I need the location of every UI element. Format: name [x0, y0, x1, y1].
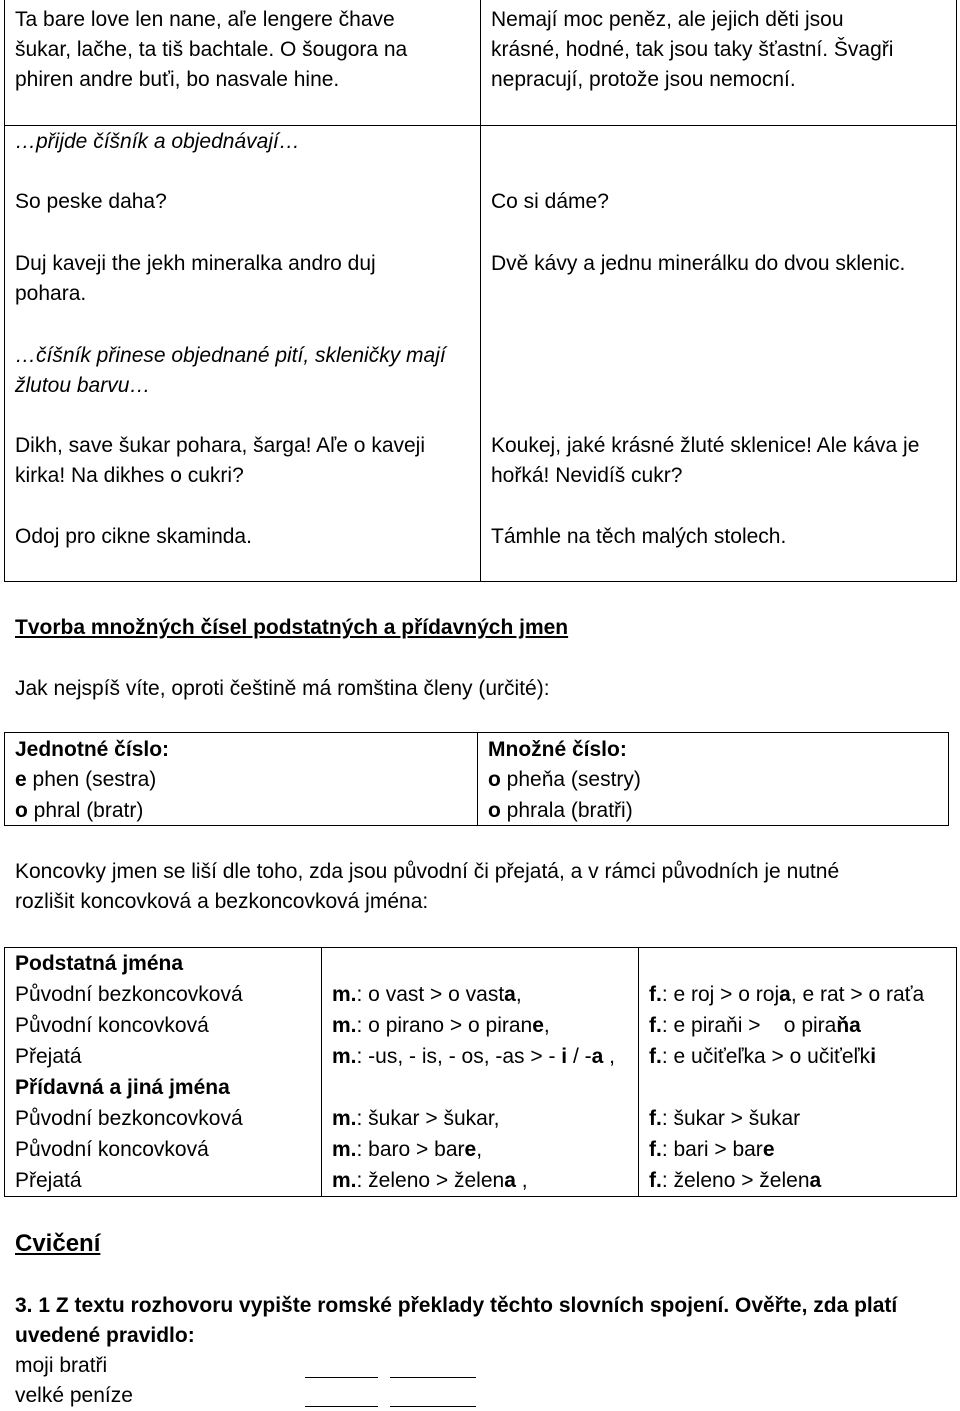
plural-header: Množné číslo: [488, 738, 627, 761]
dialogue-czech-5: Támhle na těch malých stolech. [491, 525, 787, 548]
noun-masc-original-ending: m.: o pirano > o pirane, [332, 1014, 550, 1037]
plural-example-sisters: o pheňa (sestry) [488, 768, 641, 791]
singular-example-brother: o phral (bratr) [15, 799, 144, 822]
noun-fem-borrowed: f.: e učiťeľka > o učiťeľki [649, 1045, 877, 1068]
plural-example-brothers: o phrala (bratři) [488, 799, 633, 822]
answer-blank-2a[interactable] [305, 1406, 378, 1407]
adj-masc-original-ending: m.: baro > bare, [332, 1138, 483, 1161]
singular-header: Jednotné číslo: [15, 738, 170, 761]
intro-text: Jak nejspíš víte, oproti češtině má romština členy (určité): [15, 677, 550, 700]
dialogue-romani-2: So peske daha? [15, 190, 167, 213]
noun-masc-original-noending: m.: o vast > o vasta, [332, 983, 522, 1006]
adj-fem-original-ending: f.: bari > bare [649, 1138, 775, 1161]
exercise-item-1: moji bratři [15, 1354, 108, 1377]
adj-masc-original-noending: m.: šukar > šukar, [332, 1107, 500, 1130]
answer-blank-1b[interactable] [390, 1377, 476, 1378]
noun-fem-original-noending: f.: e roj > o roja, e rat > o raťa [649, 983, 925, 1006]
adj-row-label-original-noending: Původní bezkoncovková [15, 1107, 243, 1130]
adj-row-label-original-ending: Původní koncovková [15, 1138, 209, 1161]
noun-fem-original-ending: f.: e piraňi > o piraňa [649, 1014, 861, 1037]
adj-fem-original-noending: f.: šukar > šukar [649, 1107, 801, 1130]
noun-masc-borrowed: m.: -us, - is, - os, -as > - i / -a , [332, 1045, 615, 1068]
dialogue-czech-3: Dvě kávy a jednu minerálku do dvou sklenic. [491, 252, 906, 275]
adjectives-header: Přídavná a jiná jména [15, 1076, 230, 1099]
stage-direction-1: …přijde číšník a objednávají… [15, 130, 300, 153]
row-label-borrowed: Přejatá [15, 1045, 82, 1068]
dialogue-romani-5: Odoj pro cikne skaminda. [15, 525, 252, 548]
dialogue-czech-2: Co si dáme? [491, 190, 609, 213]
answer-blank-1a[interactable] [305, 1377, 378, 1378]
adj-row-label-borrowed: Přejatá [15, 1169, 82, 1192]
adj-fem-borrowed: f.: želeno > želena [649, 1169, 822, 1192]
section-title: Tvorba množných čísel podstatných a přídavných jmen [15, 616, 569, 639]
exercise-item-2: velké peníze [15, 1384, 133, 1407]
answer-blank-2b[interactable] [390, 1406, 476, 1407]
singular-example-sister: e phen (sestra) [15, 768, 157, 791]
exercises-title: Cvičení [15, 1230, 101, 1257]
row-label-original-ending: Původní koncovková [15, 1014, 209, 1037]
nouns-header: Podstatná jména [15, 952, 184, 975]
row-label-original-noending: Původní bezkoncovková [15, 983, 243, 1006]
adj-masc-borrowed: m.: želeno > želena , [332, 1169, 528, 1192]
